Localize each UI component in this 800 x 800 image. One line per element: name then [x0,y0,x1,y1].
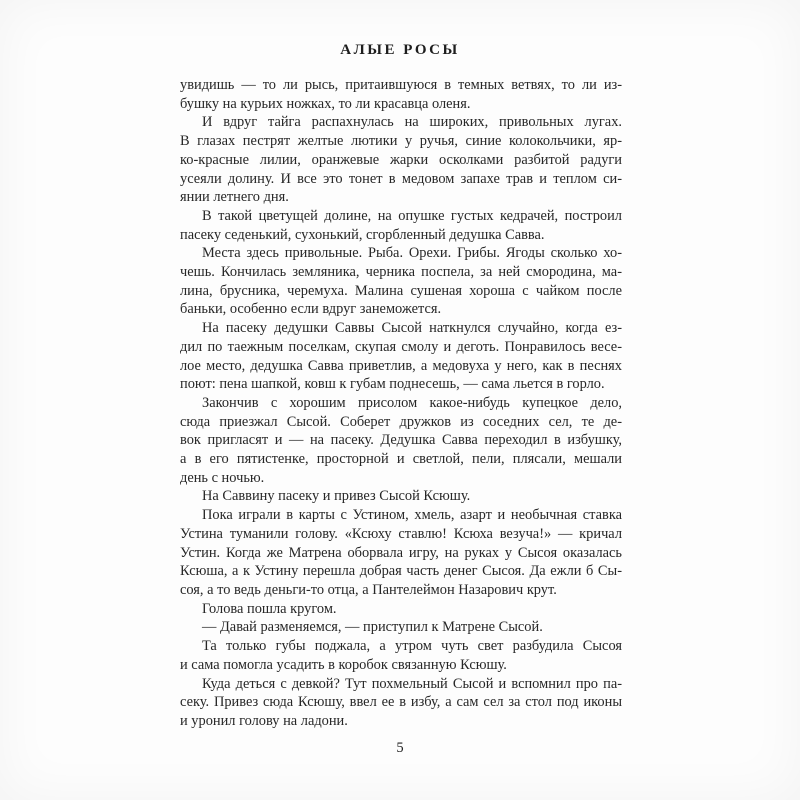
text-line: янии летнего дня. [180,189,289,206]
text-line: — Давай разменяемся, — приступил к Матрене Сысой. [202,619,543,636]
text-line: пасеку седенький, сухонький, сгорбленный дедушка Савва. [180,226,545,243]
text-line: а в его пятистенке, просторной и светлой, пели, плясали, мешали [180,451,622,468]
paragraph [180,319,622,394]
text-line: Места здесь привольные. Рыба. Орехи. Грибы. Ягоды сколько хо- [202,245,622,262]
text-line: баньки, особенно если вдруг занеможется. [180,301,442,318]
paragraph [180,207,622,244]
text-line: и сама помогла усадить в коробок связанную Ксюшу. [180,656,507,673]
text-line: Ксюша, а к Устину перешла добрая часть денег Сысоя. Да ежли б Сы- [180,563,622,580]
text-line: увидишь — то ли рысь, притаившуюся в темных ветвях, то ли из- [180,77,622,93]
text-line: Устин. Когда же Матрена оборвала игру, на руках у Сысоя оказалась [180,544,622,561]
text-line: На пасеку дедушки Саввы Сысой наткнулся случайно, когда ез- [202,320,622,337]
text-line: усеяли долину. И все это тонет в медовом запахе трав и теплом си- [180,170,622,187]
text-line: соя, а то ведь деньги-то отца, а Пантелеймон Назарович крут. [180,581,557,598]
text-line: день с ночью. [180,469,265,486]
text-line: дил по таежным поселкам, скупая смолу и деготь. Понравилось весе- [180,338,622,355]
text-line: ко-красные лилии, оранжевые жарки осколками разбитой радуги [180,151,622,168]
text-line: В такой цветущей долине, на опушке густых кедрачей, построил [202,207,622,224]
running-title: АЛЫЕ РОСЫ [340,42,460,58]
paragraph [180,637,622,674]
paragraph [180,113,622,207]
text-block [180,76,622,731]
text-line: Та только губы поджала, а утром чуть свет разбудила Сысоя [202,638,622,655]
text-line: В глазах пестрят желтые лютики у ручья, синие колокольчики, яр- [180,133,622,150]
paragraph [180,618,622,637]
text-line: И вдруг тайга распахнулась на широких, привольных лугах. [202,114,622,131]
paragraph [180,600,622,619]
page-number: 5 [396,740,404,756]
text-line: сюда приезжал Сысой. Соберет дружков из соседних сел, те де- [180,413,622,430]
paragraph [180,506,622,600]
text-line: лина, брусника, черемуха. Малина сушеная хороша с чайком после [180,282,622,299]
text-line: лое место, дедушка Савва приветлив, а медовуха у него, как в песнях [180,357,622,374]
text-line: поют: пена шапкой, ковш к губам поднесешь, — сама льется в горло. [180,376,605,393]
paragraph [180,675,622,731]
text-line: и уронил голову на ладони. [180,712,348,729]
paragraph [180,487,622,506]
text-line: Голова пошла кругом. [202,600,337,617]
paragraph [180,76,622,113]
text-line: вок пригласят и — на пасеку. Дедушка Савва переходил в избушку, [180,432,622,449]
text-line: Закончив с хорошим присолом какое-нибудь купецкое дело, [202,394,622,411]
paragraph [180,244,622,319]
text-line: Пока играли в карты с Устином, хмель, азарт и необычная ставка [202,507,622,524]
text-line: чешь. Кончилась земляника, черника поспела, за ней смородина, ма- [180,264,622,281]
text-line: На Саввину пасеку и привез Сысой Ксюшу. [202,488,471,505]
paragraph [180,394,622,488]
text-line: Куда деться с девкой? Тут похмельный Сысой и вспомнил про па- [202,675,622,692]
text-line: секу. Привез сюда Ксюшу, ввел ее в избу, а сам сел за стол под иконы [180,694,622,711]
text-line: бушку на курьих ножках, то ли красавца оленя. [180,95,471,112]
text-line: Устина туманили голову. «Ксюху ставлю! Ксюха везуча!» — кричал [180,525,622,542]
